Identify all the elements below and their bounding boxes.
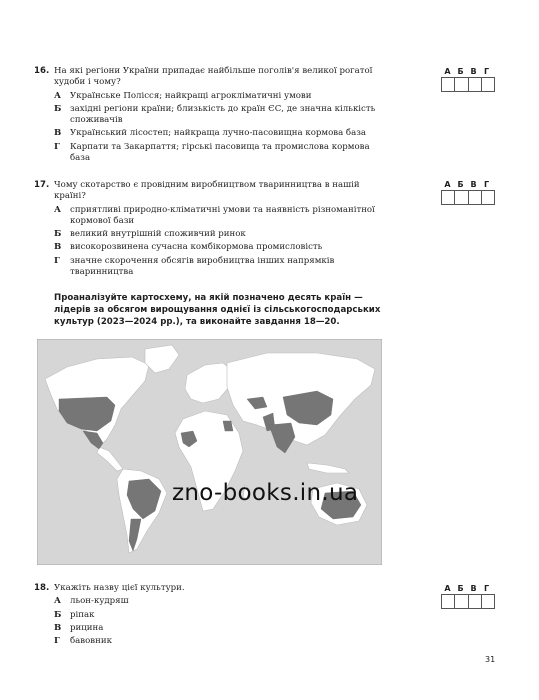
answer-box[interactable] (482, 78, 494, 91)
answer-grid-18: А Б В Г (441, 584, 495, 609)
answer-box[interactable] (482, 191, 494, 204)
question-number: 18. (34, 583, 50, 593)
answer-box[interactable] (469, 78, 482, 91)
option-b: Б ріпак (54, 609, 95, 620)
option-b: Б західні регіони країни; близькість до країн ЄС, де значна кількість споживачів (54, 103, 376, 126)
question-17 (34, 180, 384, 278)
option-g: Г бавовник (54, 636, 112, 647)
answer-box[interactable] (442, 78, 455, 91)
question-text: На які регіони України припадає найбільше поголів'я великої рогатої худоби і чому? (54, 66, 373, 88)
question-18 (34, 583, 384, 647)
answer-grid-16: А Б В Г (441, 67, 495, 92)
answer-box[interactable] (469, 595, 482, 608)
option-a: А льон-кудряш (54, 596, 129, 607)
answer-box[interactable] (455, 78, 468, 91)
answer-box[interactable] (455, 191, 468, 204)
map-instructions: Проаналізуйте картосхему, на якій позначено десять країн — лідерів за обсягом вирощування однієї із сільськогосподарських культур (2023—2024 рр.), та виконайте завдання 18—20. (54, 293, 381, 327)
world-map (37, 339, 382, 565)
question-number: 16. (34, 66, 50, 76)
option-b: Б великий внутрішній споживчий ринок (54, 229, 246, 240)
option-v: В Український лісостеп; найкраща лучно-пасовищна кормова база (54, 128, 367, 139)
answer-box[interactable] (442, 191, 455, 204)
option-v: В рицина (54, 622, 104, 633)
answer-box[interactable] (442, 595, 455, 608)
question-text: Укажіть назву цієї культури. (54, 583, 185, 593)
option-a: А сприятливі природно-кліматичні умови та наявність різноманітної кормової бази (54, 204, 375, 226)
page-number: 31 (485, 655, 496, 664)
answer-box[interactable] (455, 595, 468, 608)
answer-box[interactable] (469, 191, 482, 204)
question-text: Чому скотарство є провідним виробництвом тваринництва в нашій країні? (54, 180, 360, 202)
option-g: Г значне скорочення обсягів виробництва інших напрямків тваринництва (54, 255, 335, 278)
question-number: 17. (34, 180, 50, 190)
option-v: В високорозвинена сучасна комбікормова промисловість (54, 242, 323, 253)
option-g: Г Карпати та Закарпаття; гірські пасовища та промислова кормова база (54, 141, 370, 164)
option-a: А Українське Полісся; найкращі агрокліматичні умови (54, 90, 312, 101)
question-16 (34, 66, 384, 164)
answer-box[interactable] (482, 595, 494, 608)
answer-grid-17: А Б В Г (441, 180, 495, 205)
watermark: zno-books.in.ua (172, 480, 359, 506)
